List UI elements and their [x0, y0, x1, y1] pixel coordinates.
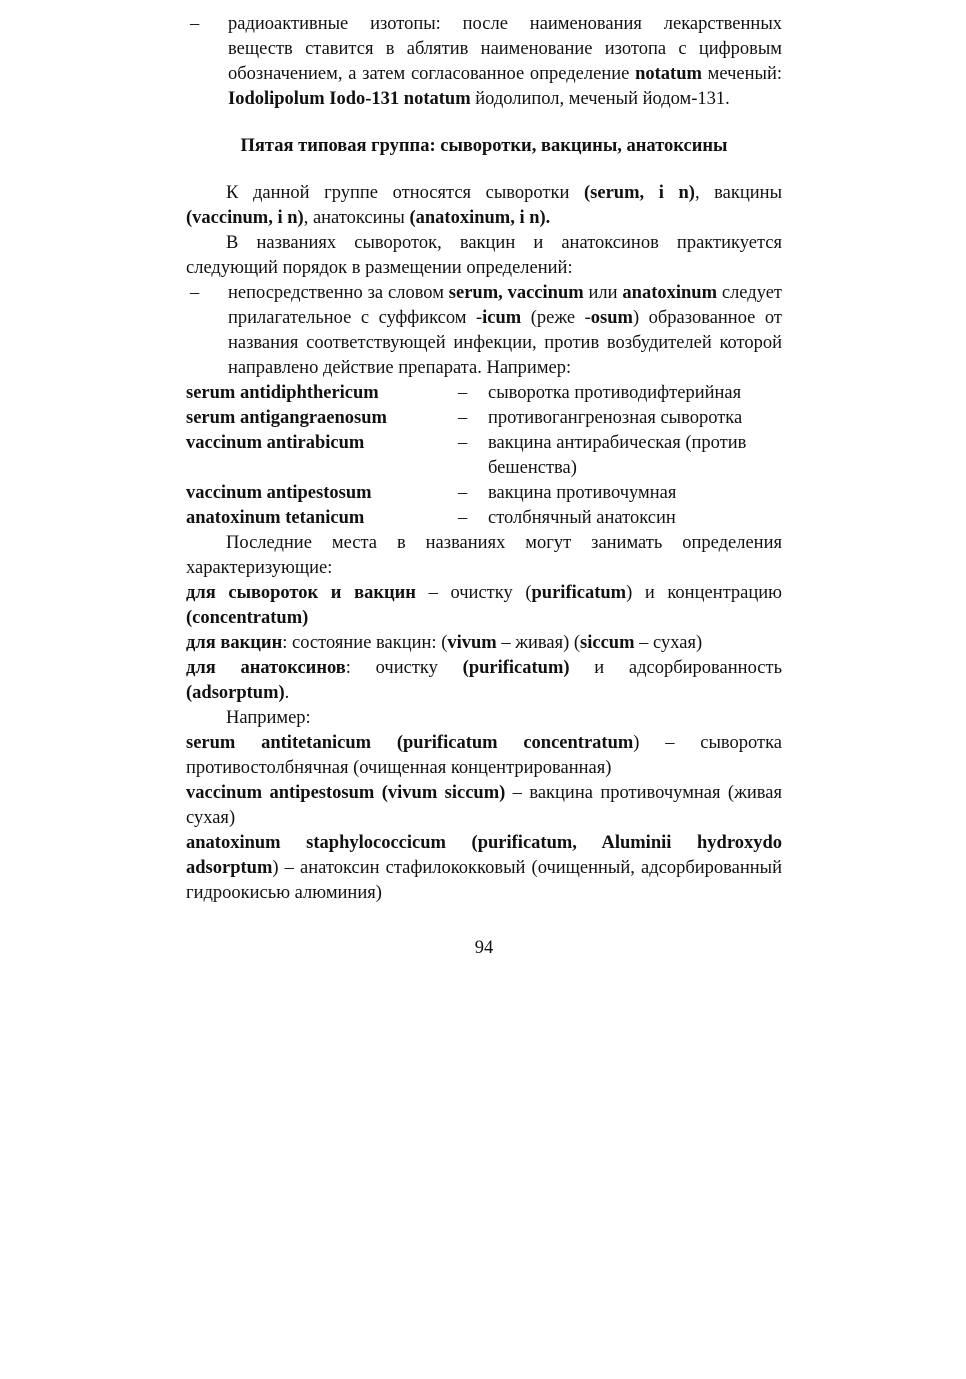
term-anatoxinum: (anatoxinum, i n).	[409, 208, 551, 228]
label: для сывороток и вакцин	[186, 583, 416, 603]
example-translation: противогангренозная сыворотка	[488, 408, 743, 428]
example-translation: сыворотка противодифтерийная	[488, 383, 742, 403]
for-example-label: Например:	[226, 708, 311, 728]
example-paragraph-1	[186, 731, 782, 781]
example-translation: столбнячный анатоксин	[488, 508, 676, 528]
term: (purificatum)	[462, 658, 570, 678]
term: serum, vaccinum	[448, 283, 584, 303]
label: для анатоксинов	[186, 658, 346, 678]
text: – вакцина противочумная (живая сухая)	[186, 783, 782, 828]
last-places-paragraph: Последние места в названиях могут занимать определения характеризующие:	[186, 533, 782, 578]
example-row	[186, 506, 782, 531]
example-term: vaccinum antirabicum	[186, 433, 365, 453]
text: йодолипол, меченый йодом-131.	[470, 89, 730, 109]
text: или	[583, 283, 623, 303]
text: меченый:	[701, 64, 782, 84]
term-iodolipolum: Iodolipolum Iodo-131 notatum	[228, 89, 471, 109]
rule-list-item	[186, 281, 782, 381]
text: .	[284, 683, 290, 703]
text: ) образованное от названия соответствующей инфекции, против возбудителей которой направлено действие препарата. Например:	[228, 308, 782, 378]
example-term: serum antigangraenosum	[186, 408, 387, 428]
term-notatum: notatum	[635, 64, 702, 84]
text: (реже -	[521, 308, 591, 328]
text: : состояние вакцин: (	[282, 633, 448, 653]
text: ) – сыворотка противостолбнячная (очищенная концентрированная)	[186, 733, 783, 778]
example-paragraph-3	[186, 831, 782, 906]
example-term: vaccinum antipestosum	[186, 483, 372, 503]
term: serum antitetanicum (purificatum concentratum	[186, 733, 634, 753]
list-dash: –	[190, 283, 200, 303]
page-number: 94	[474, 938, 494, 958]
text: : очистку	[345, 658, 463, 678]
example-dash: –	[458, 508, 468, 528]
anatoxin-paragraph	[186, 656, 782, 706]
example-row	[186, 406, 782, 431]
term-serum: (serum, i n)	[584, 183, 695, 203]
text: – живая) (	[496, 633, 581, 653]
suffix-osum: osum	[590, 308, 633, 328]
suffix-icum: icum	[482, 308, 522, 328]
text: ) и концентрацию	[626, 583, 782, 603]
text: ) – анатоксин стафилококковый (очищенный, адсорбированный гидроокисью алюминия)	[186, 858, 782, 903]
text: , вакцины	[694, 183, 782, 203]
text: К данной группе относятся сыворотки	[226, 183, 585, 203]
term: vivum	[447, 633, 497, 653]
list-dash: –	[190, 14, 200, 34]
example-dash: –	[458, 408, 468, 428]
example-row	[186, 381, 782, 406]
term: purificatum	[531, 583, 627, 603]
text: радиоактивные изотопы: после наименования лекарственных веществ ставится в аблятив наименование изотопа с цифровым обозначением, а затем согласованное определение	[228, 14, 782, 84]
term-vaccinum: (vaccinum, i n)	[186, 208, 304, 228]
page-body	[186, 12, 782, 961]
example-dash: –	[458, 383, 468, 403]
example-dash: –	[458, 483, 468, 503]
example-row	[186, 481, 782, 506]
text: – сухая)	[634, 633, 703, 653]
example-translation: вакцина противочумная	[488, 483, 677, 503]
examples-list	[186, 381, 782, 531]
example-paragraph-2	[186, 781, 782, 831]
term: siccum	[580, 633, 635, 653]
example-term: anatoxinum tetanicum	[186, 508, 365, 528]
term: anatoxinum	[622, 283, 717, 303]
text: следует прилагательное с суффиксом -	[228, 283, 782, 328]
example-row	[186, 431, 782, 481]
example-dash: –	[458, 433, 468, 453]
example-term: serum antidiphthericum	[186, 383, 379, 403]
term: (concentratum)	[186, 608, 309, 628]
example-translation: вакцина антирабическая (против бешенства)	[488, 433, 747, 478]
term: (adsorptum)	[186, 683, 285, 703]
label: для вакцин	[186, 633, 283, 653]
intro-paragraph	[186, 181, 782, 231]
serum-vaccine-paragraph	[186, 581, 782, 631]
section-heading: Пятая типовая группа: сыворотки, вакцины, анатоксины	[240, 136, 728, 156]
term: anatoxinum staphylococcicum (purificatum, Aluminii hydroxydo adsorptum	[186, 833, 782, 878]
vaccine-paragraph	[186, 631, 782, 656]
isotope-list-item	[186, 12, 782, 112]
text: – очистку (	[415, 583, 532, 603]
term: vaccinum antipestosum (vivum siccum)	[186, 783, 506, 803]
text: непосредственно за словом	[228, 283, 449, 303]
order-paragraph: В названиях сывороток, вакцин и анатоксинов практикуется следующий порядок в размещении определений:	[186, 233, 782, 278]
text: , анатоксины	[303, 208, 410, 228]
text: и адсорбированность	[569, 658, 783, 678]
